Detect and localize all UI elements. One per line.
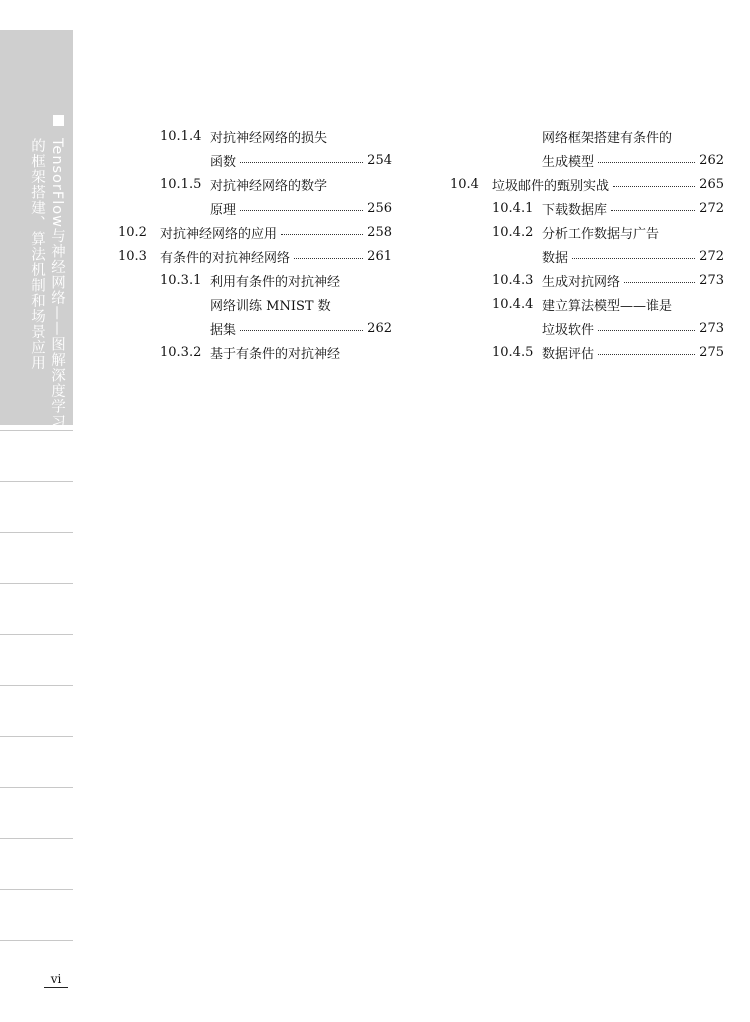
toc-entry[interactable] xyxy=(450,172,724,196)
toc-section-title: 函数 xyxy=(210,154,237,170)
toc-entry[interactable] xyxy=(450,268,724,292)
toc-entry[interactable] xyxy=(118,316,392,340)
toc-entry[interactable] xyxy=(118,172,392,196)
toc-section-number: 10.4.3 xyxy=(492,272,534,288)
dot-leader xyxy=(611,210,695,211)
toc-section-number: 10.4.4 xyxy=(492,296,534,312)
dot-leader xyxy=(294,258,363,259)
toc-section-title: 原理 xyxy=(210,202,237,218)
toc-page-number: 272 xyxy=(699,248,724,264)
toc-section-number: 10.3.1 xyxy=(160,272,202,288)
dot-leader xyxy=(624,282,695,283)
toc-page-number: 273 xyxy=(699,320,724,336)
square-bullet-icon xyxy=(53,115,64,126)
dot-leader xyxy=(613,186,695,187)
toc-entry[interactable] xyxy=(118,124,392,148)
toc-page-number: 265 xyxy=(699,176,724,192)
dot-leader xyxy=(281,234,363,235)
toc-section-number: 10.3.2 xyxy=(160,344,202,360)
toc-section-title: 分析工作数据与广告 xyxy=(542,226,660,242)
toc-section-title: 对抗神经网络的数学 xyxy=(210,178,328,194)
toc-section-title: 生成对抗网络 xyxy=(542,274,621,290)
toc-page-number: 275 xyxy=(699,344,724,360)
toc-page-number: 262 xyxy=(367,320,392,336)
toc-section-title: 网络框架搭建有条件的 xyxy=(542,130,673,146)
toc-section-title: 生成模型 xyxy=(542,154,595,170)
dot-leader xyxy=(598,162,695,163)
toc-section-number: 10.4.2 xyxy=(492,224,534,240)
toc-section-number: 10.1.4 xyxy=(160,128,202,144)
tab-divider xyxy=(0,532,73,533)
page-number: vi xyxy=(44,972,68,988)
toc-page-number: 262 xyxy=(699,152,724,168)
toc-entry[interactable] xyxy=(450,196,724,220)
toc-section-title: 数据 xyxy=(542,250,569,266)
toc-entry[interactable] xyxy=(118,196,392,220)
toc-page-number: 261 xyxy=(367,248,392,264)
toc-entry[interactable] xyxy=(450,244,724,268)
toc-page-number: 258 xyxy=(367,224,392,240)
tab-divider xyxy=(0,583,73,584)
toc-section-title: 基于有条件的对抗神经 xyxy=(210,346,341,362)
toc-entry[interactable] xyxy=(450,124,724,148)
toc-section-title: 对抗神经网络的损失 xyxy=(210,130,328,146)
tab-divider xyxy=(0,430,73,431)
dot-leader xyxy=(240,330,363,331)
dot-leader xyxy=(572,258,695,259)
dot-leader xyxy=(598,354,695,355)
toc-entry[interactable] xyxy=(118,292,392,316)
tab-divider xyxy=(0,481,73,482)
tab-divider xyxy=(0,685,73,686)
toc-section-title: 网络训练 MNIST 数 xyxy=(210,298,331,314)
toc-page-number: 256 xyxy=(367,200,392,216)
toc-section-title: 利用有条件的对抗神经 xyxy=(210,274,341,290)
toc-section-number: 10.1.5 xyxy=(160,176,202,192)
toc-entry[interactable] xyxy=(450,340,724,364)
toc-entry[interactable] xyxy=(118,268,392,292)
toc-section-title: 垃圾邮件的甄别实战 xyxy=(492,178,610,194)
toc-section-number: 10.3 xyxy=(118,248,147,264)
tab-divider xyxy=(0,736,73,737)
tab-divider xyxy=(0,889,73,890)
tab-divider xyxy=(0,940,73,941)
toc-section-title: 数据评估 xyxy=(542,346,595,362)
toc-section-title: 有条件的对抗神经网络 xyxy=(160,250,291,266)
toc-page-number: 273 xyxy=(699,272,724,288)
toc-section-number: 10.2 xyxy=(118,224,147,240)
toc-section-number: 10.4 xyxy=(450,176,479,192)
dot-leader xyxy=(240,210,363,211)
toc-section-number: 10.4.5 xyxy=(492,344,534,360)
dot-leader xyxy=(598,330,695,331)
toc-entry[interactable] xyxy=(118,148,392,172)
toc-section-title: 垃圾软件 xyxy=(542,322,595,338)
toc-entry[interactable] xyxy=(118,220,392,244)
toc-entry[interactable] xyxy=(450,292,724,316)
toc-entry[interactable] xyxy=(118,340,392,364)
toc-entry[interactable] xyxy=(450,316,724,340)
toc-entry[interactable] xyxy=(450,148,724,172)
toc-section-title: 对抗神经网络的应用 xyxy=(160,226,278,242)
toc-section-title: 建立算法模型——谁是 xyxy=(542,298,673,314)
toc-page-number: 254 xyxy=(367,152,392,168)
tab-divider xyxy=(0,634,73,635)
dot-leader xyxy=(240,162,363,163)
book-title-vertical: TensorFlow与神经网络——图解深度学习 的框架搭建、算法机制和场景应用 xyxy=(29,138,65,430)
tab-divider xyxy=(0,787,73,788)
tab-divider xyxy=(0,838,73,839)
toc-entry[interactable] xyxy=(450,220,724,244)
toc-entry[interactable] xyxy=(118,244,392,268)
toc-section-title: 下载数据库 xyxy=(542,202,608,218)
toc-section-title: 据集 xyxy=(210,322,237,338)
toc-page-number: 272 xyxy=(699,200,724,216)
toc-section-number: 10.4.1 xyxy=(492,200,534,216)
